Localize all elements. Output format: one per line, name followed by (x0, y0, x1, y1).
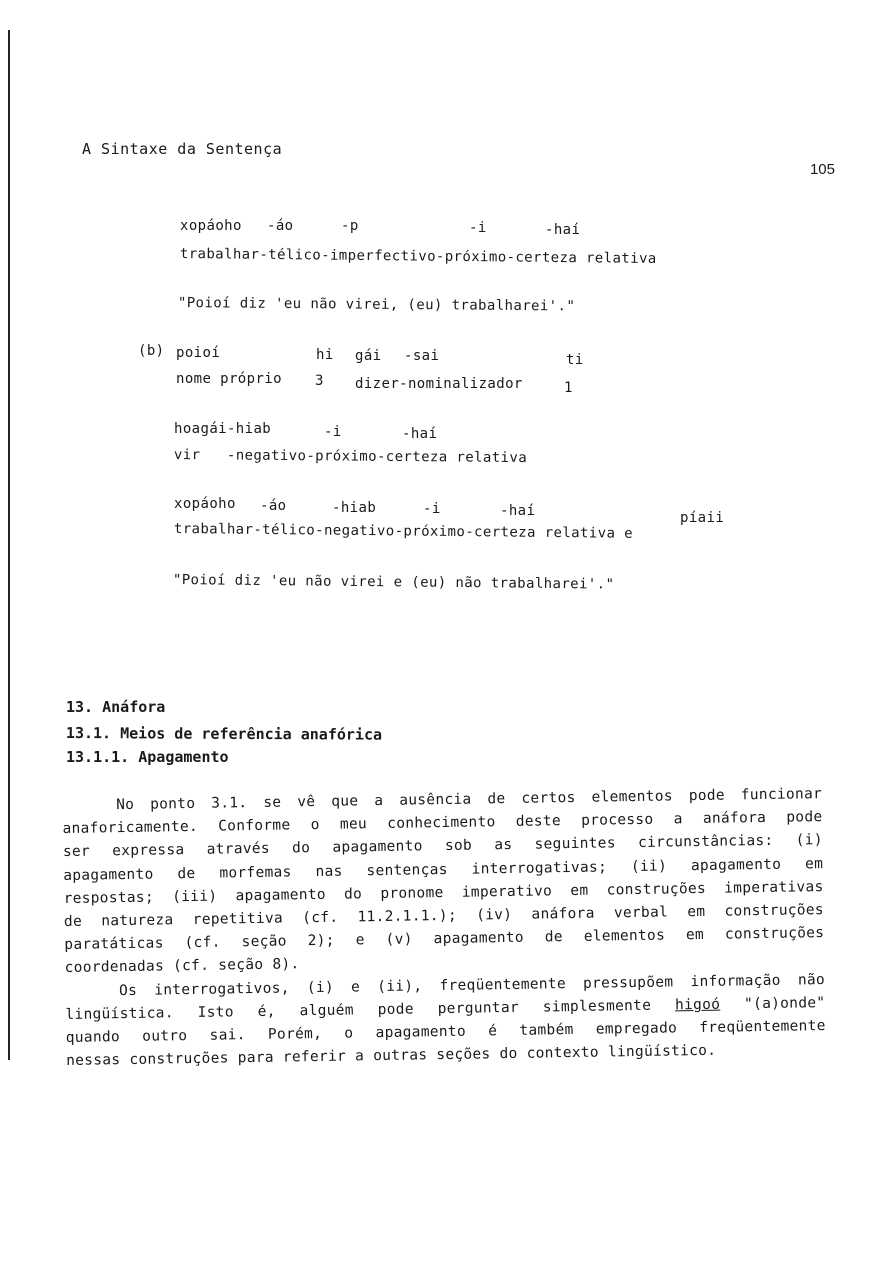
morpheme: -i (469, 220, 487, 236)
gloss-line: trabalhar-télico-negativo-próximo-certeza relativa e (173, 521, 634, 542)
text-line: No ponto 3.1. se vê que a ausência de certos elementos pode funcionar (116, 786, 823, 814)
morpheme: poioí (176, 345, 221, 361)
morpheme: ti (566, 352, 584, 368)
text-line: paratáticas (cf. seção 2); e (v) apagamento de elementos em construções (64, 925, 825, 954)
running-header: A Sintaxe da Sentença (82, 140, 283, 158)
free-translation: "Poioí diz 'eu não virei e (eu) não trabalharei'." (172, 572, 615, 593)
text-line: respostas; (iii) apagamento do pronome imperativo em construções imperativas (63, 878, 824, 907)
morpheme: -áo (260, 498, 287, 514)
text-segment: "(a)onde" (720, 994, 826, 1013)
text-line: de natureza repetitiva (cf. 11.2.1.1.); (iv) anáfora verbal em construções (63, 902, 825, 930)
gloss-line: vir -negativo-próximo-certeza relativa (173, 447, 528, 467)
text-line: Os interrogativos, (i) e (ii), freqüentemente pressupõem informação não (118, 971, 826, 999)
text-line: anaforicamente. Conforme o meu conhecimento deste processo a anáfora pode (62, 809, 823, 838)
free-translation: "Poioí diz 'eu não virei, (eu) trabalharei'." (177, 295, 576, 315)
gloss: 1 (564, 380, 573, 396)
gloss: nome próprio (176, 371, 282, 387)
gloss: dizer-nominalizador (355, 376, 523, 392)
morpheme: -p (341, 218, 359, 234)
morpheme: gái (355, 348, 382, 364)
text-line: apagamento de morfemas nas sentenças interrogativas; (ii) apagamento em (63, 855, 824, 884)
morpheme: xopáoho (174, 496, 236, 512)
page-binding-edge (8, 30, 10, 1060)
morpheme: -i (324, 424, 342, 440)
page-number: 105 (809, 161, 835, 178)
text-line: quando outro sai. Porém, o apagamento é também empregado freqüentemente (65, 1018, 826, 1047)
body-text (62, 783, 826, 1073)
morpheme: -haí (500, 503, 536, 519)
section-heading: 13. Anáfora (66, 698, 166, 716)
morpheme: píaii (680, 510, 725, 526)
example-label: (b) (138, 343, 165, 359)
subsection-heading: 13.1. Meios de referência anafórica (65, 724, 383, 744)
morpheme: hi (316, 347, 334, 363)
morpheme: -hiab (332, 500, 377, 516)
morpheme: -haí (402, 426, 438, 442)
morpheme: -áo (267, 218, 294, 234)
text-line: coordenadas (cf. seção 8). (64, 956, 300, 977)
morpheme: -i (423, 501, 441, 517)
gloss-line: trabalhar-télico-imperfectivo-próximo-certeza relativa (179, 246, 657, 267)
text-line: ser expressa através do apagamento sob as seguintes circunstâncias: (i) (62, 832, 823, 861)
text-segment: lingüística. Isto é, alguém pode perguntar simplesmente (65, 997, 676, 1023)
morpheme: -haí (545, 222, 581, 238)
subsubsection-heading: 13.1.1. Apagamento (66, 748, 229, 766)
morpheme: hoagái-hiab (174, 421, 272, 437)
underlined-term: higoó (674, 996, 721, 1014)
morpheme: xopáoho (180, 218, 242, 234)
morpheme: -sai (404, 348, 440, 364)
text-line: nessas construções para referir a outras seções do contexto lingüístico. (66, 1042, 717, 1070)
gloss: 3 (315, 373, 324, 389)
